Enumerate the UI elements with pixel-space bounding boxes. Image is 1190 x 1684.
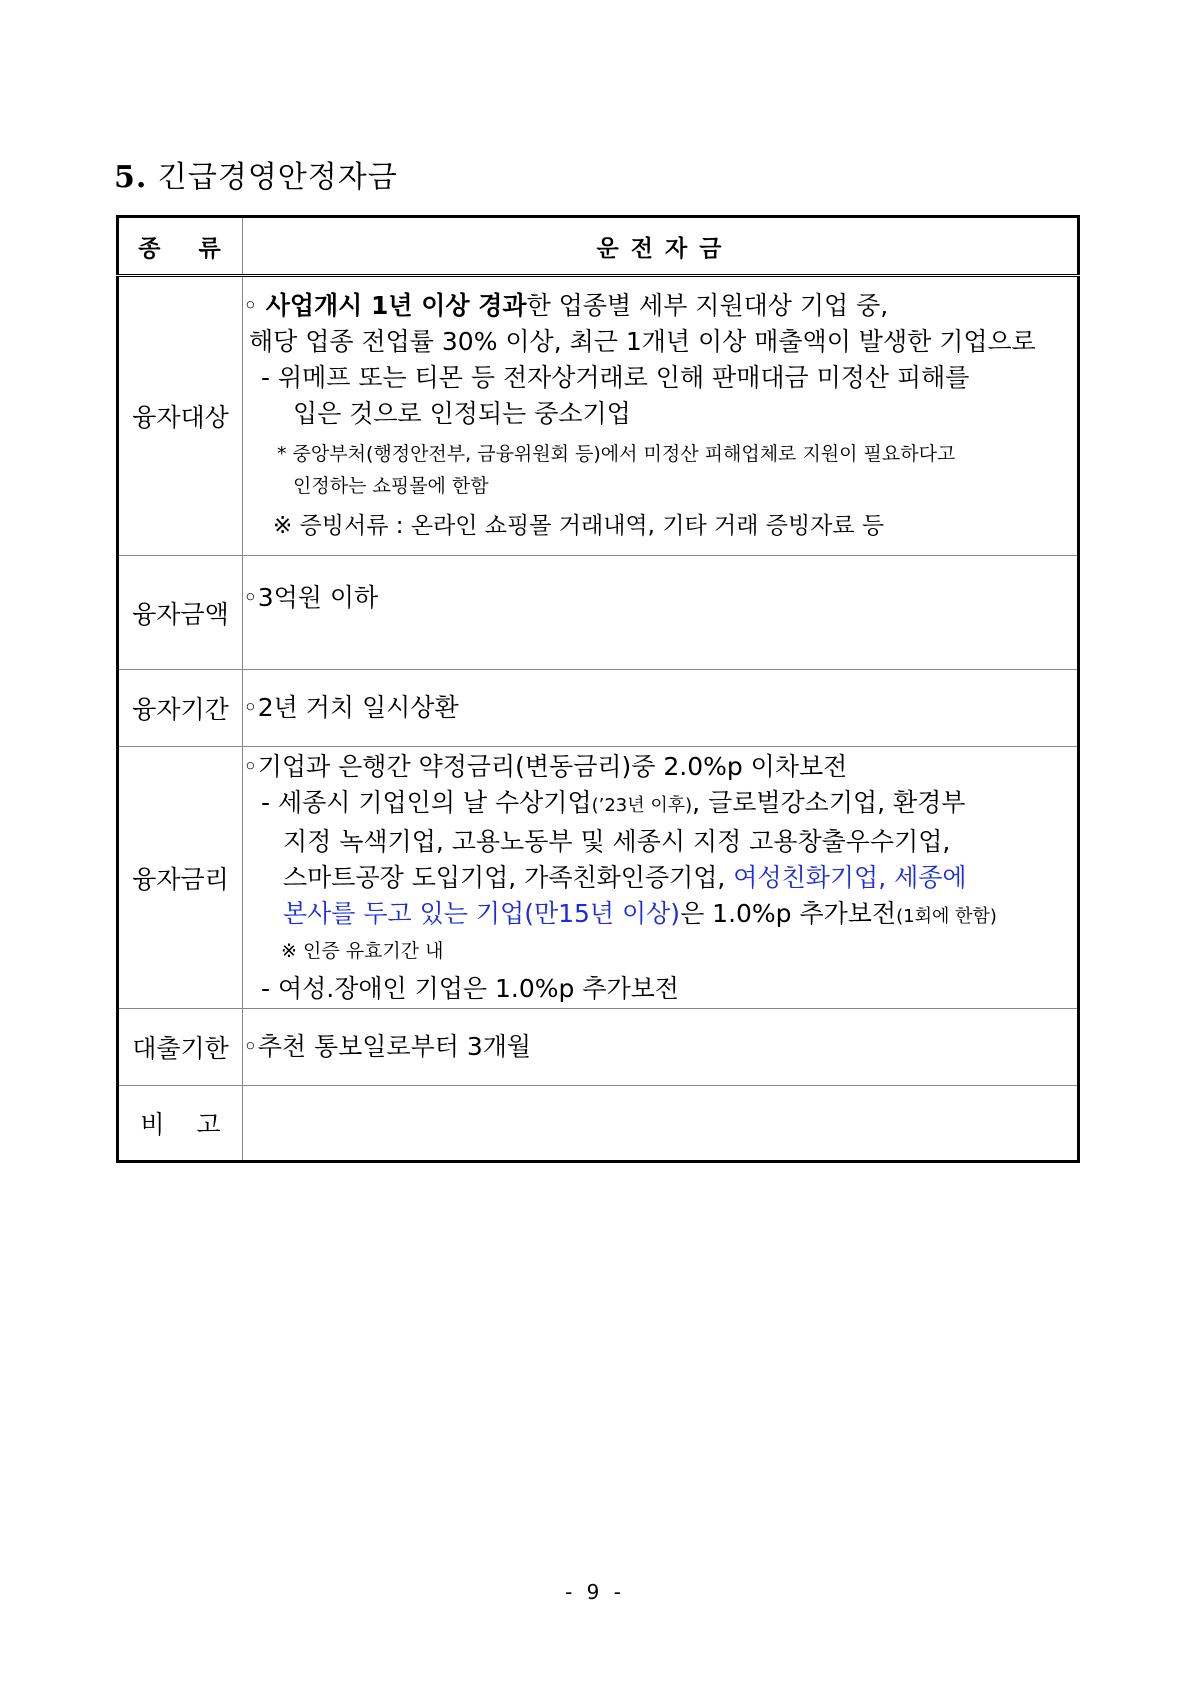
period-text: 2년 거치 일시상환 xyxy=(257,693,459,722)
rate-line5b: 은 1.0%p 추가보전 xyxy=(680,898,897,928)
row-rate xyxy=(118,747,1079,1009)
bullet: ◦ xyxy=(243,582,258,612)
fund-table xyxy=(116,215,1080,1163)
section-title: 긴급경영안정자금 xyxy=(157,160,398,195)
page-title xyxy=(114,152,398,196)
row-note xyxy=(118,1086,1079,1162)
label-note: 비 고 xyxy=(118,1086,243,1162)
header-fund: 운 전 자 금 xyxy=(243,217,1079,276)
bullet: ◦ xyxy=(243,751,258,781)
rate-line2-small: (’23년 이후) xyxy=(591,794,693,816)
label-amount: 융자금액 xyxy=(118,556,243,670)
rate-line4-blue: 여성친화기업, 세종에 xyxy=(733,862,967,892)
row-amount xyxy=(118,556,1079,670)
table-header-row xyxy=(118,217,1079,276)
rate-line5-small: (1회에 한함) xyxy=(896,905,997,927)
rate-line4a: 스마트공장 도입기업, 가족친화인증기업, xyxy=(283,862,734,892)
rate-line2a: - 세종시 기업인의 날 수상기업 xyxy=(261,787,592,817)
bullet: ◦ xyxy=(243,693,258,722)
page-number: - 9 - xyxy=(565,1580,625,1604)
label-target: 융자대상 xyxy=(118,276,243,556)
rate-line3: 지정 녹색기업, 고용노동부 및 세종시 지정 고용창출우수기업, xyxy=(283,826,951,856)
section-number: 5. xyxy=(114,160,148,195)
amount-text: 3억원 이하 xyxy=(257,582,379,612)
rate-note: ※ 인증 유효기간 내 xyxy=(281,939,444,962)
row-target xyxy=(118,276,1079,556)
target-note2: 인정하는 쇼핑몰에 한함 xyxy=(293,475,489,497)
bullet: ◦ xyxy=(243,291,258,320)
target-line1: 한 업종별 세부 지원대상 기업 중, xyxy=(526,291,889,320)
rate-line7: - 여성.장애인 기업은 1.0%p 추가보전 xyxy=(261,973,679,1003)
rate-line2b: , 글로벌강소기업, 환경부 xyxy=(692,787,966,817)
deadline-text: 추천 통보일로부터 3개월 xyxy=(257,1032,532,1061)
target-note1: * 중앙부처(행정안전부, 금융위원회 등)에서 미정산 피해업체로 지원이 필요하다고 xyxy=(277,443,956,465)
rate-line5-blue: 본사를 두고 있는 기업(만15년 이상) xyxy=(283,898,681,928)
label-rate: 융자금리 xyxy=(118,747,243,1009)
target-line4: 입은 것으로 인정되는 중소기업 xyxy=(293,399,631,428)
content-amount xyxy=(243,556,1079,670)
target-line2: 해당 업종 전업률 30% 이상, 최근 1개년 이상 매출액이 발생한 기업으로 xyxy=(249,327,1036,356)
header-type: 종 류 xyxy=(118,217,243,276)
rate-line1: 기업과 은행간 약정금리(변동금리)중 2.0%p 이차보전 xyxy=(257,751,848,781)
label-period: 융자기간 xyxy=(118,670,243,747)
content-target xyxy=(243,276,1079,556)
content-deadline xyxy=(243,1009,1079,1086)
content-period xyxy=(243,670,1079,747)
bullet: ◦ xyxy=(243,1032,258,1061)
label-deadline: 대출기한 xyxy=(118,1009,243,1086)
content-rate xyxy=(243,747,1079,1009)
row-deadline xyxy=(118,1009,1079,1086)
target-evidence: ※ 증빙서류 : 온라인 쇼핑몰 거래내역, 기타 거래 증빙자료 등 xyxy=(273,513,885,539)
row-period xyxy=(118,670,1079,747)
target-bold: 사업개시 1년 이상 경과 xyxy=(265,291,527,320)
target-line3: - 위메프 또는 티몬 등 전자상거래로 인해 판매대금 미정산 피해를 xyxy=(261,363,970,392)
content-note xyxy=(243,1086,1079,1162)
